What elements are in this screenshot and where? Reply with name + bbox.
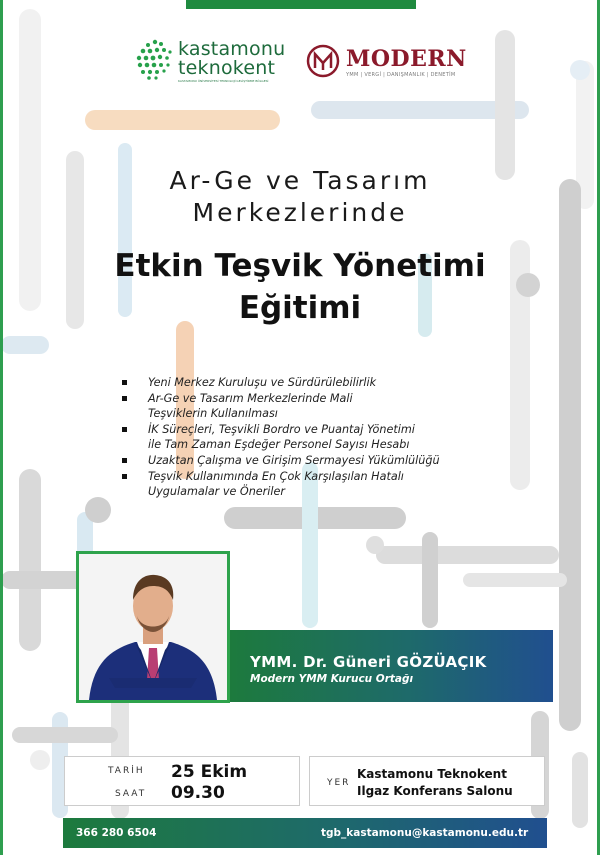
main-title-line1: Etkin Teşvik Yönetimi <box>114 248 486 284</box>
place-line1: Kastamonu Teknokent <box>357 767 507 781</box>
subtitle <box>0 165 600 229</box>
main-title <box>0 245 600 329</box>
phone-number: 366 280 6504 <box>76 827 157 839</box>
time-label: SAAT <box>115 789 147 799</box>
modern-logo-text: MODERN <box>346 46 467 72</box>
kastamonu-logo-tagline: KASTAMONU ÜNİVERSİTESİ TEKNOLOJİ GELİŞTİRME BÖLGESİ <box>178 79 269 83</box>
speaker-role: Modern YMM Kurucu Ortağı <box>250 673 414 685</box>
topic-item: Ar-Ge ve Tasarım Merkezlerinde Mali Teşviklerin Kullanılması <box>122 391 542 422</box>
date-value: 25 Ekim <box>171 762 248 782</box>
date-label: TARİH <box>108 766 145 776</box>
modern-logo-icon <box>306 44 340 78</box>
place-value <box>357 766 513 800</box>
kastamonu-logo-line2: teknokent <box>178 57 276 79</box>
place-line2: Ilgaz Konferans Salonu <box>357 784 513 798</box>
main-title-line2: Eğitimi <box>238 290 362 326</box>
subtitle-line2: Merkezlerinde <box>192 198 408 227</box>
email-address: tgb_kastamonu@kastamonu.edu.tr <box>321 827 529 839</box>
time-value: 09.30 <box>171 783 225 803</box>
topic-item: Teşvik Kullanımında En Çok Karşılaşılan Hatalı Uygulamalar ve Öneriler <box>122 469 542 500</box>
footer-bar <box>63 818 547 848</box>
modern-logo-tagline: YMM | VERGİ | DANIŞMANLIK | DENETİM <box>346 72 456 78</box>
topic-item: Yeni Merkez Kuruluşu ve Sürdürülebilirlik <box>122 375 542 391</box>
kastamonu-logo-line1: kastamonu <box>178 38 286 60</box>
topic-item: Uzaktan Çalışma ve Girişim Sermayesi Yükümlülüğü <box>122 453 542 469</box>
top-accent-bar <box>186 0 416 9</box>
speaker-portrait <box>79 554 227 700</box>
topic-item: İK Süreçleri, Teşvikli Bordro ve Puantaj Yönetimi ile Tam Zaman Eşdeğer Personel Sayısı Hesabı <box>122 422 542 453</box>
place-label: YER <box>327 778 351 788</box>
subtitle-line1: Ar-Ge ve Tasarım <box>169 166 431 195</box>
kastamonu-logo-icon <box>134 36 176 84</box>
topic-list <box>122 375 542 500</box>
speaker-photo <box>76 551 230 703</box>
speaker-name: YMM. Dr. Güneri GÖZÜAÇIK <box>250 653 487 671</box>
kastamonu-logo-text <box>178 40 285 78</box>
